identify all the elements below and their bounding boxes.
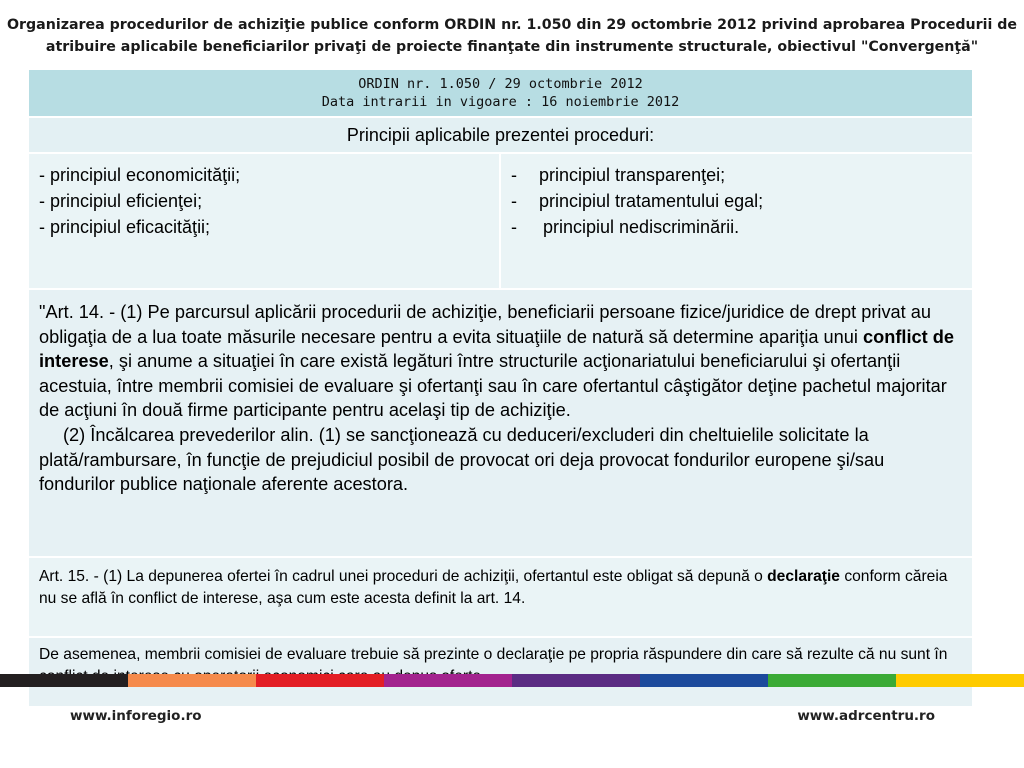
principle-item: - principiul eficienţei; [39,191,203,211]
principle-item: - principiul economicităţii; [39,165,241,185]
order-header-date: Data intrarii in vigoare : 16 noiembrie 2012 [321,94,680,110]
principle-item [511,214,962,240]
order-header-title: ORDIN nr. 1.050 / 29 octombrie 2012 [358,76,643,92]
declaration-note-cell: De asemenea, membrii comisiei de evaluare trebuie să prezinte o declaraţie pe propria răspundere din care să rezulte că nu sunt în [28,637,973,707]
footer-link-inforegio[interactable]: www.inforegio.ro [70,708,202,724]
principle-item [511,188,962,214]
declaration-term: declaraţie [767,568,840,585]
list-dash: - [511,191,517,211]
color-band-segment [384,674,512,687]
principles-left-cell [28,153,500,289]
principle-item [511,162,962,188]
list-dash: - [511,165,517,185]
principle-text: principiul tratamentului egal; [539,191,764,211]
principle-text: principiul nediscriminării. [543,217,740,237]
article-14-text: , şi anume a situaţiei în care există legături între structurile acţionariatului beneficiarului şi ofertanţii acestuia, între membrii comisiei de evaluare şi ofertanţi sau în care ofertantul câştigător deţine pachetul majoritar de acţiuni în două firme participante pentru acelaşi tip de achiziţie. [39,351,947,421]
conflict-of-interest-term: conflict de interese [39,326,954,372]
principles-right-cell [500,153,973,289]
color-band-segment [640,674,768,687]
article-14-paragraph-1 [39,300,962,423]
color-band-segment [896,674,1024,687]
page-title-line-1: Organizarea procedurilor de achiziţie publice conform ORDIN nr. 1.050 din 29 octombrie 2012 privind aprobarea Procedurii de [6,17,1018,33]
color-band-segment [768,674,896,687]
order-header [28,69,973,117]
article-15-text: conform căreia nu se află în conflict de interese, aşa cum este acesta definit la art. 14. [39,568,948,607]
principle-item: - principiul eficacităţii; [39,217,211,237]
article-15-text: Art. 15. - (1) La depunerea ofertei în cadrul unei proceduri de achiziţii, ofertantul este obligat să depună o [39,568,768,585]
content-table [27,68,974,708]
article-14-paragraph-2: (2) Încălcarea prevederilor alin. (1) se sancţionează cu deduceri/excluderi din cheltuielile solicitate la plată/rambursare, în funcţie de prejudiciul posibil de provocat ori deja provocat fondurilor europene şi/sau fondurilor publice naţionale aferente acestora. [39,424,885,495]
article-15-cell [28,557,973,637]
footer-link-adrcentru[interactable]: www.adrcentru.ro [797,708,935,724]
article-14-cell [28,289,973,557]
color-band-segment [256,674,384,687]
page-title [0,14,1024,58]
principle-text: principiul transparenţei; [539,165,726,185]
color-band-segment [512,674,640,687]
article-14-text: "Art. 14. - (1) Pe parcursul aplicării procedurii de achiziţie, beneficiarii persoane fizice/juridice de drept privat au obligaţia de a lua toate măsurile necesare pentru a evita situaţiile de natură să determine apariţia unui [39,302,932,347]
page-title-line-2: atribuire aplicabile beneficiarilor privaţi de proiecte finanţate din instrumente structurale, obiectivul "Convergenţă" [45,39,979,55]
principles-heading: Principii aplicabile prezentei proceduri: [28,117,973,153]
color-band-segment [128,674,256,687]
color-band-segment [0,674,128,687]
list-dash: - [511,217,517,237]
